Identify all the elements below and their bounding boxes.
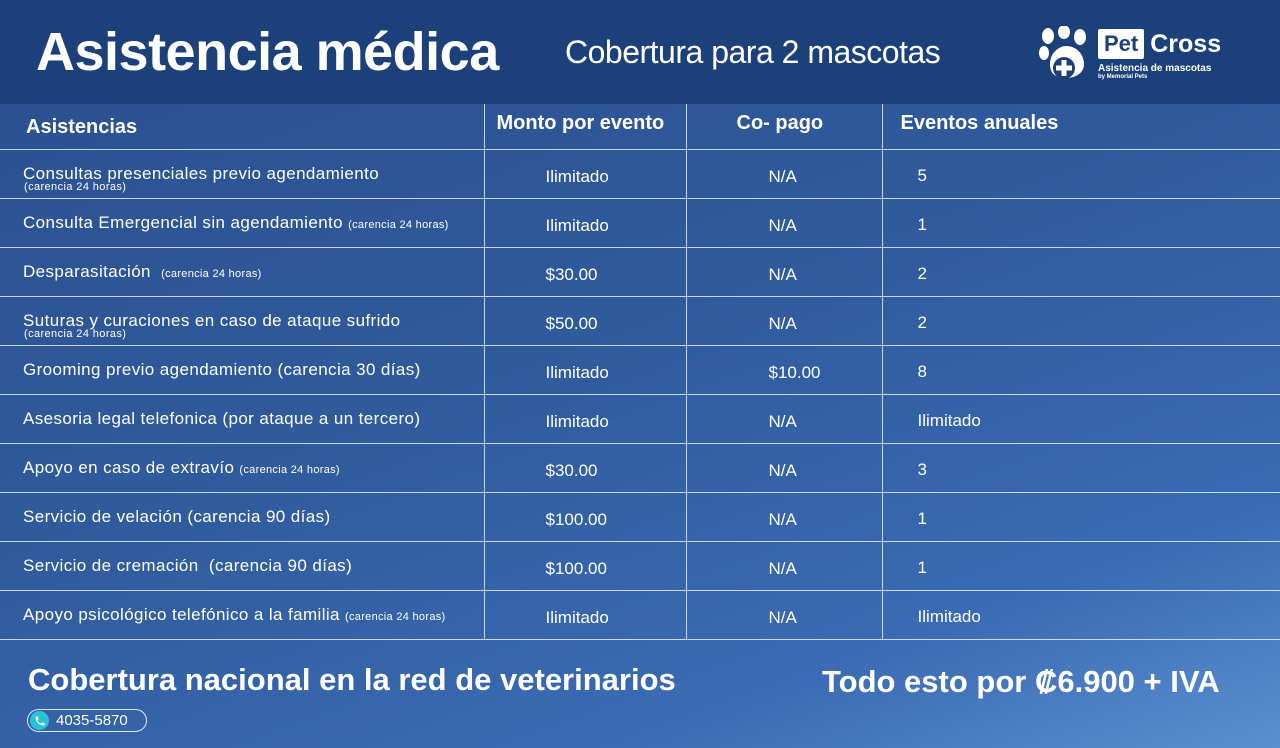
column-header-eventos: Eventos anuales [882, 104, 1280, 149]
events-cell: 3 [882, 443, 1280, 492]
service-note: (carencia 24 horas) [348, 218, 449, 231]
amount-cell: Ilimitado [484, 198, 686, 247]
copay-cell: N/A [686, 492, 882, 541]
copay-cell: N/A [686, 296, 882, 345]
page-title: Asistencia médica [36, 22, 499, 82]
service-name: Desparasitación [23, 261, 151, 281]
logo-pet-text: Pet [1098, 29, 1144, 59]
phone-number: 4035-5870 [56, 712, 128, 729]
events-cell: 1 [882, 541, 1280, 590]
events-cell: 2 [882, 296, 1280, 345]
table-row [0, 198, 1280, 247]
events-cell: 1 [882, 492, 1280, 541]
petcross-logo [1036, 26, 1246, 84]
service-name: Apoyo en caso de extravío [23, 457, 235, 477]
service-cell [0, 541, 484, 590]
events-cell: 2 [882, 247, 1280, 296]
service-cell [0, 198, 484, 247]
copay-cell: N/A [686, 541, 882, 590]
column-header-asistencias: Asistencias [0, 104, 484, 149]
table-row [0, 296, 1280, 345]
service-name: Consulta Emergencial sin agendamiento [23, 212, 344, 232]
phone-contact[interactable] [27, 709, 147, 732]
service-cell [0, 345, 484, 394]
events-cell: Ilimitado [882, 394, 1280, 443]
service-cell [0, 296, 484, 345]
table-row [0, 247, 1280, 296]
coverage-statement: Cobertura nacional en la red de veterinarios [28, 662, 676, 697]
service-cell [0, 394, 484, 443]
amount-cell: $30.00 [484, 247, 686, 296]
service-name: Asesoria legal telefonica (por ataque a un tercero) [23, 408, 421, 428]
service-note: (carencia 24 horas) [24, 180, 127, 193]
service-name: Apoyo psicológico telefónico a la familia [23, 604, 340, 624]
logo-byline: by Memorial Pets [1098, 74, 1148, 80]
service-note: (carencia 24 horas) [24, 327, 127, 340]
paw-cross-icon [1036, 26, 1094, 82]
amount-cell: $50.00 [484, 296, 686, 345]
service-note: (carencia 24 horas) [161, 267, 262, 280]
table-header-row [0, 104, 1280, 149]
price-statement: Todo esto por ₡6.900 + IVA [822, 664, 1220, 699]
service-note: (carencia 24 horas) [239, 463, 340, 476]
service-name: Servicio de cremación (carencia 90 días) [23, 555, 353, 575]
table-row [0, 394, 1280, 443]
amount-cell: $100.00 [484, 492, 686, 541]
service-name: Suturas y curaciones en caso de ataque sufrido [23, 310, 401, 330]
copay-cell: $10.00 [686, 345, 882, 394]
column-header-copago: Co- pago [686, 104, 882, 149]
copay-cell: N/A [686, 394, 882, 443]
page-subtitle: Cobertura para 2 mascotas [565, 34, 941, 70]
table-row [0, 590, 1280, 639]
service-name: Grooming previo agendamiento (carencia 30 días) [23, 359, 421, 379]
column-header-monto: Monto por evento [484, 104, 686, 149]
amount-cell: Ilimitado [484, 345, 686, 394]
table-row [0, 541, 1280, 590]
table-row [0, 443, 1280, 492]
copay-cell: N/A [686, 443, 882, 492]
amount-cell: Ilimitado [484, 149, 686, 198]
header-bar [0, 0, 1280, 104]
copay-cell: N/A [686, 198, 882, 247]
events-cell: 5 [882, 149, 1280, 198]
events-cell: 8 [882, 345, 1280, 394]
coverage-table [0, 104, 1280, 640]
amount-cell: $100.00 [484, 541, 686, 590]
events-cell: Ilimitado [882, 590, 1280, 639]
table-row [0, 345, 1280, 394]
table-row [0, 492, 1280, 541]
logo-tagline: Asistencia de mascotas [1098, 63, 1212, 74]
service-cell [0, 149, 484, 198]
copay-cell: N/A [686, 247, 882, 296]
logo-cross-text: Cross [1150, 30, 1222, 58]
phone-icon [30, 711, 49, 730]
copay-cell: N/A [686, 149, 882, 198]
amount-cell: Ilimitado [484, 394, 686, 443]
service-name: Consultas presenciales previo agendamiento [23, 163, 380, 183]
amount-cell: $30.00 [484, 443, 686, 492]
service-note: (carencia 24 horas) [345, 610, 446, 623]
table-row [0, 149, 1280, 198]
service-cell [0, 492, 484, 541]
events-cell: 1 [882, 198, 1280, 247]
amount-cell: Ilimitado [484, 590, 686, 639]
service-cell [0, 590, 484, 639]
service-cell [0, 443, 484, 492]
service-name: Servicio de velación (carencia 90 días) [23, 506, 331, 526]
copay-cell: N/A [686, 590, 882, 639]
service-cell [0, 247, 484, 296]
